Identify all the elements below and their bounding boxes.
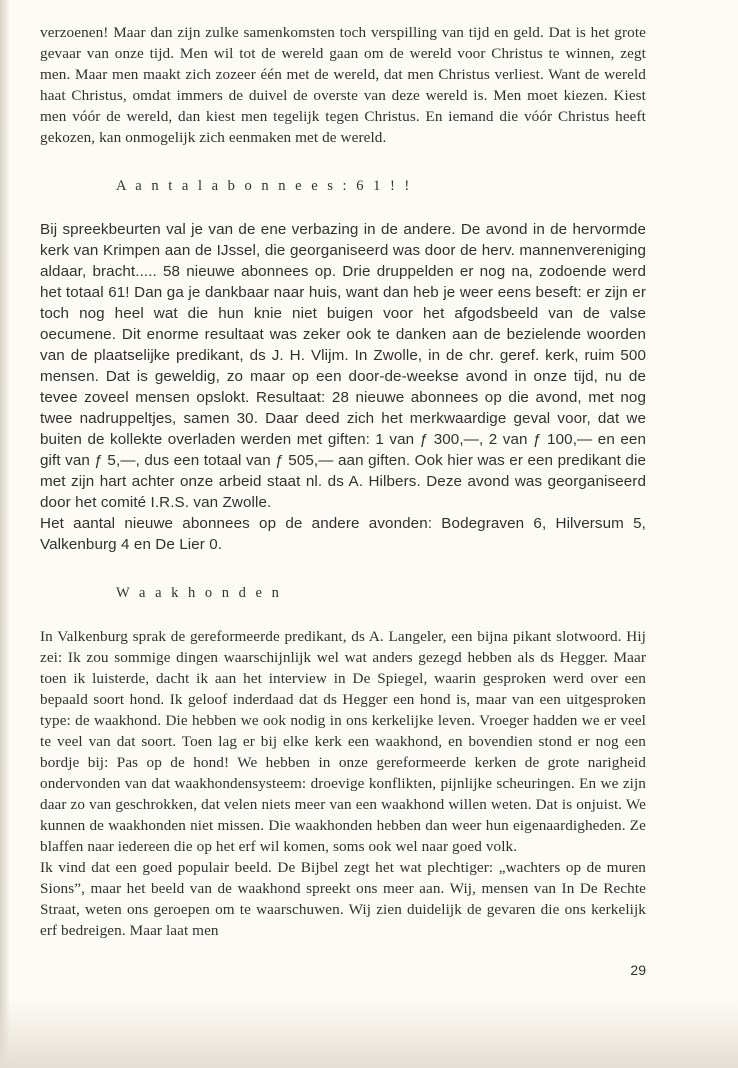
paragraph-abonnees-1: Bij spreekbeurten val je van de ene verbazing in de andere. De avond in de hervormde kerk van Krimpen aan de IJssel, die georganiseerd was door de herv. mannenvereniging aldaar, bracht..... 58 nieuwe abonnees op. Drie druppelden er nog na, zodoende werd het totaal 61! Dan ga je dankbaar naar huis, want dan heb je weer eens beseft: er zijn er toch nog heel wat die hun knie niet buigen voor het afgodsbeeld van de valse oecumene. Dit enorme resultaat was zeker ook te danken aan de bezielende woorden van de plaatselijke predikant, ds J. H. Vlijm. In Zwolle, in de chr. geref. kerk, ruim 500 mensen. Dat is geweldig, zo maar op een door-de-weekse avond in onze tijd, nu de tevee zoveel mensen opslokt. Resultaat: 28 nieuwe abonnees op die avond, met nog twee nadruppeltjes, samen 30. Daar deed zich het merkwaardige geval voor, dat we buiten de kollekte overladen werden met giften: 1 van ƒ 300,—, 2 van ƒ 100,— en een gift van ƒ 5,—, dus een totaal van ƒ 505,— aan giften. Ook hier was er een predikant die met zijn hart achter onze arbeid staat nl. ds A. Hilbers. Deze avond was georganiseerd door het comité I.R.S. van Zwolle. (40, 221, 646, 511)
spacer (40, 555, 646, 583)
page-number: 29 (630, 962, 646, 978)
paragraph-waakhonden-1: In Valkenburg sprak de gereformeerde predikant, ds A. Langeler, een bijna pikant slotwoord. Hij zei: Ik zou sommige dingen waarschijnlijk wel wat anders gezegd hebben als ds Hegger. Maar toen ik luisterde, dacht ik aan het interview in De Spiegel, waarin gesproken werd over een bepaald soort hond. Ik geloof inderdaad dat ds Hegger een hond is, maar van een uitgesproken type: de waakhond. Die hebben we ook nodig in ons kerkelijke leven. Vroeger hadden we er veel te veel van dat soort. Toen lag er bij elke kerk een waakhond, en bovendien stond er nog een bordje bij: Pas op de hond! We hebben in onze gereformeerde kerken de grote narigheid ondervonden van dat waakhondensysteem: droevige konflikten, pijnlijke scheuringen. En we zijn daar zo van geschrokken, dat velen niets meer van een waakhond willen weten. Dat is onjuist. We kunnen de waakhonden niet missen. Die waakhonden hebben dan weer hun eigenaardigheden. Ze blaffen naar iedereen die op het erf wil komen, soms ook wel naar goed volk. (40, 628, 646, 855)
spacer (40, 148, 646, 176)
spacer (40, 604, 646, 626)
paragraph-intro: verzoenen! Maar dan zijn zulke samenkomsten toch verspilling van tijd en geld. Dat is het grote gevaar van onze tijd. Men wil tot de wereld gaan om de wereld voor Christus te winnen, zegt men. Maar men maakt zich zozeer één met de wereld, dat men Christus verliest. Want de wereld haat Christus, omdat immers de duivel de overste van deze wereld is. Men moet kiezen. Kiest men vóór de wereld, dan kiest men tegelijk tegen Christus. En iemand die vóór Christus heeft gekozen, kan onmogelijk zich eenmaken met de wereld. (40, 24, 646, 146)
spacer (40, 197, 646, 219)
heading-aantal-abonnees: A a n t a l a b o n n e e s : 6 1 ! ! (116, 178, 413, 194)
paragraph-abonnees-2: Het aantal nieuwe abonnees op de andere avonden: Bodegraven 6, Hilversum 5, Valkenburg 4 en De Lier 0. (40, 515, 646, 553)
page-content (40, 22, 646, 941)
paragraph-waakhonden-2: Ik vind dat een goed populair beeld. De Bijbel zegt het wat plechtiger: „wachters op de muren Sions”, maar het beeld van de waakhond spreekt ons meer aan. Wij, mensen van In De Rechte Straat, weten ons geroepen om te waarschuwen. Wij zien duidelijk de gevaren die ons kerkelijk erf bedreigen. Maar laat men (40, 859, 646, 939)
heading-waakhonden: W a a k h o n d e n (116, 585, 282, 601)
